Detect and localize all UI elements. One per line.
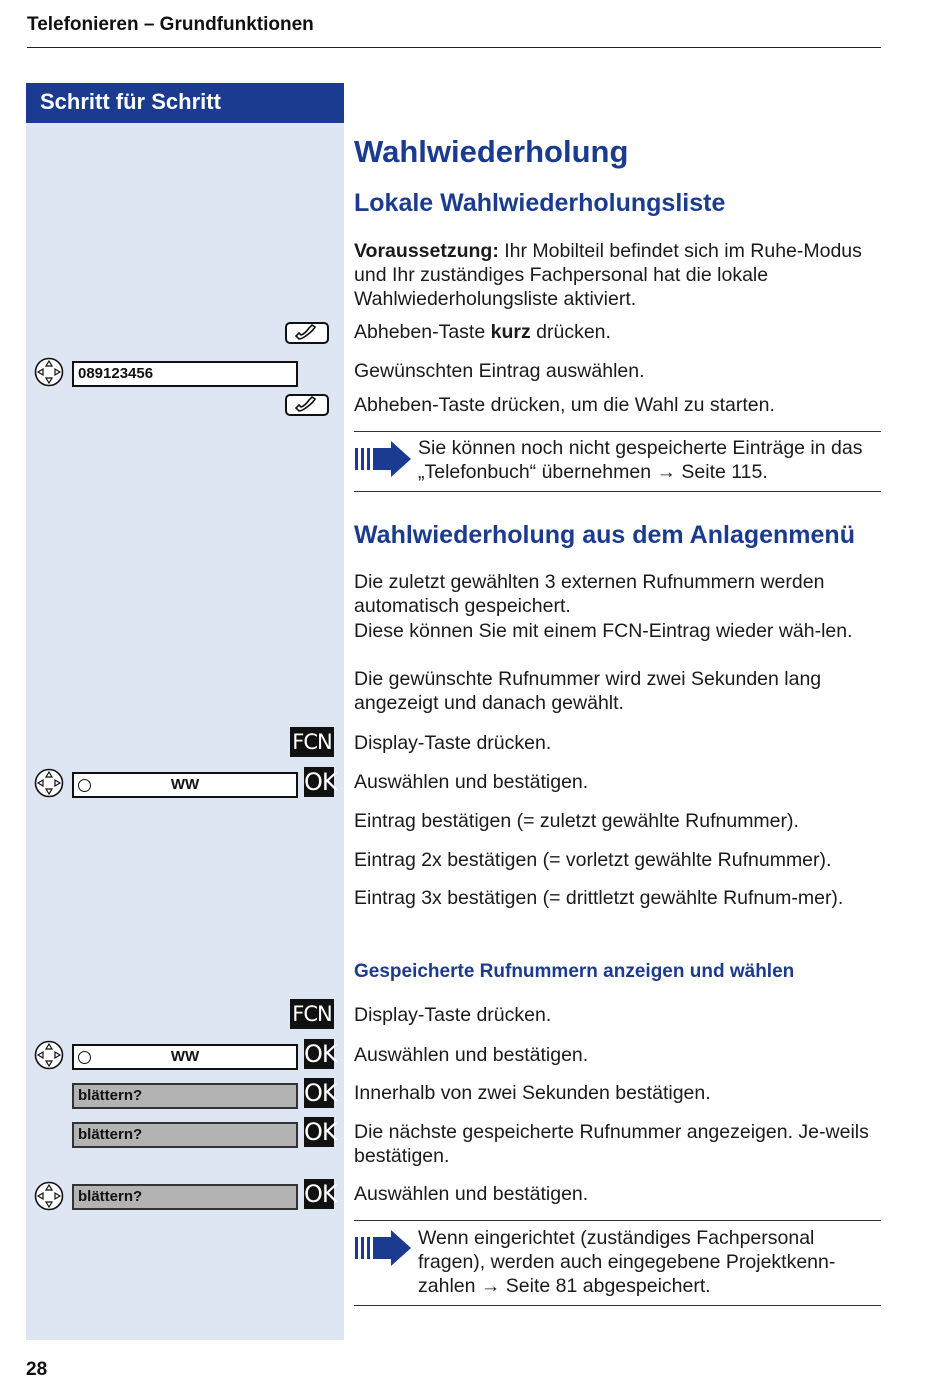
page-number: 28 — [26, 1359, 48, 1380]
section-title-system-menu: Wahlwiederholung aus dem Anlagenmenü — [354, 521, 855, 549]
phone-off-hook-icon — [285, 322, 329, 344]
ok-key[interactable]: OK — [304, 1079, 337, 1107]
note-rule-top — [354, 1220, 881, 1221]
display-blaettern-label: blättern? — [78, 1188, 143, 1205]
intro-auto-saved: Die zuletzt gewählten 3 externen Rufnummern werden automatisch gespeichert. — [354, 571, 825, 617]
intro-fcn: Diese können Sie mit einem FCN-Eintrag wieder wäh-len. — [354, 620, 853, 642]
header-rule — [27, 47, 881, 48]
precondition-text — [354, 239, 886, 311]
step-display-key-2: Display-Taste drücken. — [354, 1004, 552, 1026]
precondition-label: Voraussetzung: — [354, 240, 499, 262]
display-ww — [72, 1044, 298, 1070]
step-confirm-thrice: Eintrag 3x bestätigen (= drittletzt gewählte Rufnum-mer). — [354, 887, 844, 909]
ok-key[interactable]: OK — [304, 1180, 337, 1208]
ok-key[interactable]: OK — [304, 768, 337, 796]
navigation-key-icon — [34, 357, 64, 387]
step-lift-short — [354, 320, 886, 344]
fcn-key[interactable]: FCN — [290, 727, 334, 757]
ok-key[interactable]: OK — [304, 1118, 337, 1146]
page-title: Wahlwiederholung — [354, 134, 629, 169]
navigation-key-icon — [34, 1181, 64, 1211]
display-blaettern — [72, 1122, 298, 1148]
intro-shown: Die gewünschte Rufnummer wird zwei Sekunden lang angezeigt und danach gewählt. — [354, 668, 822, 714]
fcn-key[interactable]: FCN — [290, 999, 334, 1029]
navigation-key-icon — [34, 768, 64, 798]
display-blaettern-label: blättern? — [78, 1087, 143, 1104]
step-confirm-once: Eintrag bestätigen (= zuletzt gewählte Rufnummer). — [354, 810, 799, 832]
display-blaettern — [72, 1184, 298, 1210]
display-number — [72, 361, 298, 387]
note-project-codes: Wenn eingerichtet (zuständiges Fachpersonal fragen), werden auch eingegebene Projektkenn-zahlen → Seite 81 abgespeichert. — [418, 1227, 836, 1297]
sidebar-panel — [26, 83, 344, 1340]
ok-key[interactable]: OK — [304, 1040, 337, 1068]
section-title-local-list: Lokale Wahlwiederholungsliste — [354, 189, 726, 217]
step-select-confirm-2: Auswählen und bestätigen. — [354, 1044, 589, 1066]
step-select-entry: Gewünschten Eintrag auswählen. — [354, 360, 645, 382]
sidebar-title: Schritt für Schritt — [40, 89, 221, 114]
sidebar-header — [26, 83, 344, 123]
note-phonebook: Sie können noch nicht gespeicherte Einträge in das „Telefonbuch“ übernehmen → Seite 115. — [418, 437, 863, 483]
step-lift-short-a: Abheben-Taste — [354, 321, 491, 343]
note-arrow-icon — [355, 441, 411, 477]
display-number-value: 089123456 — [78, 365, 154, 382]
display-blaettern-label: blättern? — [78, 1126, 143, 1143]
step-display-key: Display-Taste drücken. — [354, 732, 552, 754]
step-lift-short-bold: kurz — [490, 321, 531, 343]
running-header: Telefonieren – Grundfunktionen — [27, 14, 314, 35]
note-rule-top — [354, 431, 881, 432]
step-confirm-twice: Eintrag 2x bestätigen (= vorletzt gewählte Rufnummer). — [354, 849, 832, 871]
step-next-number: Die nächste gespeicherte Rufnummer angezeigen. Je-weils bestätigen. — [354, 1121, 869, 1167]
precondition-body: Ihr Mobilteil befindet sich im Ruhe-Modus und Ihr zuständiges Fachpersonal hat die lokale Wahlwiederholungsliste aktiviert. — [354, 240, 862, 310]
phone-off-hook-icon — [285, 394, 329, 416]
section-title-show-dial: Gespeicherte Rufnummern anzeigen und wählen — [354, 961, 795, 982]
step-lift-dial: Abheben-Taste drücken, um die Wahl zu starten. — [354, 394, 775, 416]
display-ww-label: WW — [170, 776, 200, 793]
navigation-key-icon — [34, 1040, 64, 1070]
step-confirm-within: Innerhalb von zwei Sekunden bestätigen. — [354, 1082, 711, 1104]
display-ww-label: WW — [170, 1048, 200, 1065]
note-rule-bottom — [354, 1305, 881, 1306]
display-ww — [72, 772, 298, 798]
step-lift-short-b: drücken. — [530, 321, 611, 343]
step-select-confirm-3: Auswählen und bestätigen. — [354, 1183, 589, 1205]
note-arrow-icon — [355, 1230, 411, 1266]
display-blaettern — [72, 1083, 298, 1109]
note-rule-bottom — [354, 491, 881, 492]
step-select-confirm: Auswählen und bestätigen. — [354, 771, 589, 793]
